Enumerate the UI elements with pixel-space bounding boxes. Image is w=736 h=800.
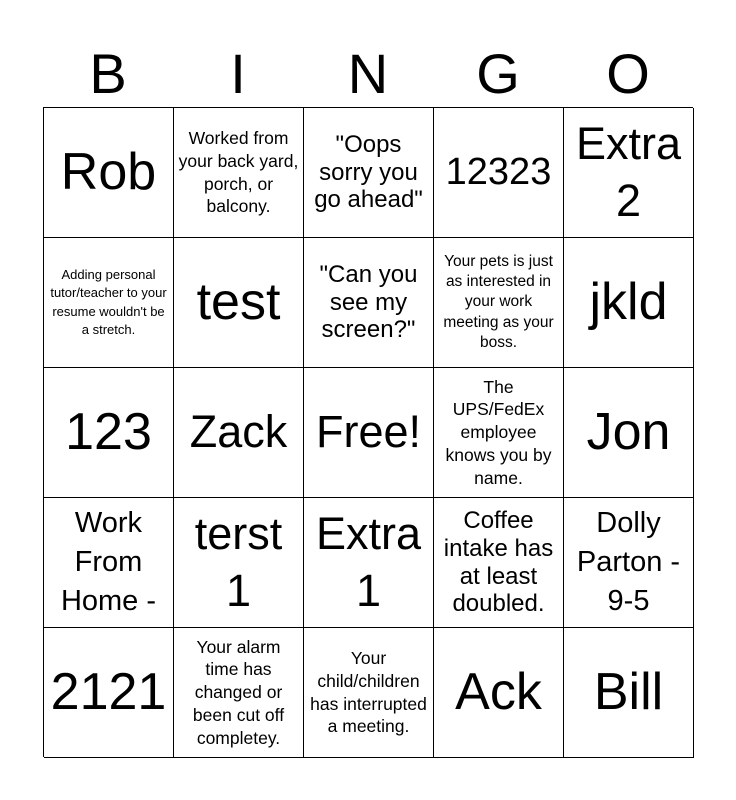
bingo-cell[interactable] <box>564 108 694 238</box>
bingo-cell[interactable] <box>174 238 304 368</box>
bingo-cell[interactable] <box>434 628 564 758</box>
bingo-cell[interactable] <box>434 498 564 628</box>
cell-text: Ack <box>455 663 542 722</box>
cell-text: Your pets is just as interested in your work meeting as your boss. <box>443 253 554 351</box>
header-letter-b: B <box>89 42 127 105</box>
cell-text: Extra 2 <box>575 118 682 226</box>
bingo-cell[interactable] <box>434 238 564 368</box>
cell-text: terst 1 <box>194 508 283 616</box>
bingo-cell[interactable] <box>174 368 304 498</box>
bingo-cell[interactable] <box>174 628 304 758</box>
cell-text: Adding personal tutor/teacher to your resume wouldn't be a stretch. <box>50 267 167 337</box>
header-letter-g: G <box>476 42 520 105</box>
cell-text: Rob <box>60 143 157 202</box>
bingo-cell[interactable] <box>174 108 304 238</box>
free-space-cell[interactable] <box>304 368 434 498</box>
bingo-cell[interactable] <box>564 238 694 368</box>
bingo-cell[interactable] <box>434 108 564 238</box>
bingo-board <box>43 107 693 757</box>
cell-text: Free! <box>315 406 422 458</box>
bingo-cell[interactable] <box>564 498 694 628</box>
cell-text: Dolly Parton - 9-5 <box>576 506 681 618</box>
cell-text: Zack <box>189 406 288 458</box>
cell-text: Jon <box>586 403 671 462</box>
header-letter-i: I <box>230 42 246 105</box>
bingo-cell[interactable] <box>44 108 174 238</box>
cell-text: Coffee intake has at least doubled. <box>443 507 554 618</box>
cell-text: jkld <box>589 273 668 332</box>
bingo-cell[interactable] <box>44 238 174 368</box>
bingo-cell[interactable] <box>174 498 304 628</box>
cell-text: 12323 <box>445 150 552 193</box>
cell-text: Your alarm time has changed or been cut off completey. <box>192 636 285 748</box>
bingo-cell[interactable] <box>44 628 174 758</box>
cell-text: Extra 1 <box>315 508 422 616</box>
header-letter-o: O <box>606 42 650 105</box>
bingo-header <box>43 40 693 108</box>
bingo-cell[interactable] <box>304 108 434 238</box>
cell-text: Worked from your back yard, porch, or balcony. <box>178 128 299 217</box>
cell-text: Work From Home - <box>60 506 157 618</box>
cell-text: Your child/children has interrupted a meeting. <box>310 648 427 737</box>
cell-text: 123 <box>65 403 152 462</box>
bingo-cell[interactable] <box>564 368 694 498</box>
bingo-cell[interactable] <box>304 238 434 368</box>
bingo-cell[interactable] <box>564 628 694 758</box>
cell-text: The UPS/FedEx employee knows you by name. <box>445 376 552 488</box>
cell-text: "Can you see my screen?" <box>319 261 418 344</box>
bingo-cell[interactable] <box>44 368 174 498</box>
cell-text: "Oops sorry you go ahead" <box>314 131 423 214</box>
bingo-cell[interactable] <box>304 498 434 628</box>
bingo-cell[interactable] <box>304 628 434 758</box>
header-letter-n: N <box>347 42 389 105</box>
bingo-cell[interactable] <box>434 368 564 498</box>
bingo-cell[interactable] <box>44 498 174 628</box>
cell-text: test <box>196 273 281 332</box>
cell-text: Bill <box>593 663 664 722</box>
cell-text: 2121 <box>50 663 167 722</box>
